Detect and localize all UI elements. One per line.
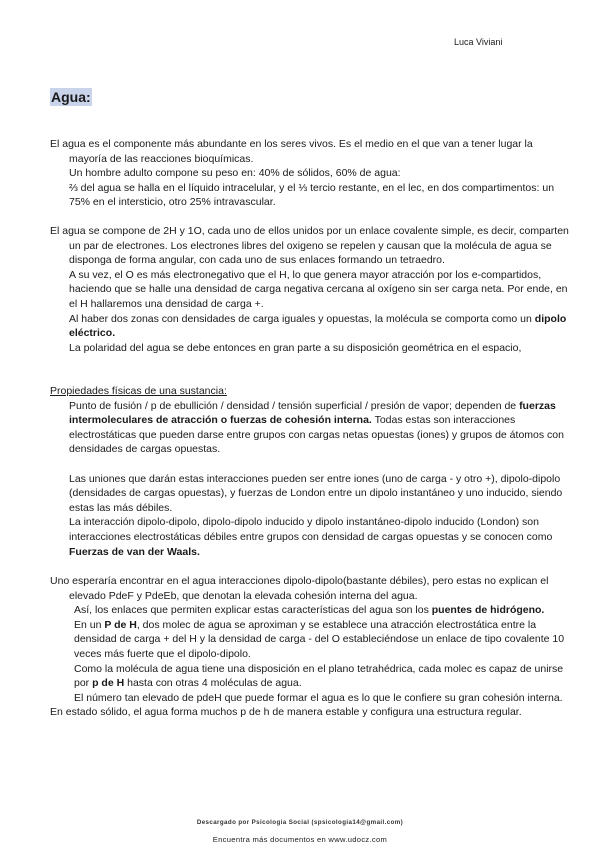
paragraph: A su vez, el O es más electronegativo que el H, lo que genera mayor atracción por los e-compartidos, haciendo que se halle una densidad de carga negativa cercana al oxígeno sin ser carga neta. Por ende, en el H hallaremos una densidad de carga +. xyxy=(69,268,568,310)
paragraph: En estado sólido, el agua forma muchos p de h de manera estable y configura una estructura regular. xyxy=(50,706,522,719)
bold-term: P de H xyxy=(104,618,137,631)
paragraph xyxy=(50,399,570,457)
paragraph xyxy=(50,515,570,559)
section-structure xyxy=(50,224,570,355)
text: En un xyxy=(74,618,105,631)
paragraph xyxy=(50,618,570,662)
heading-text: Propiedades físicas de una sustancia: xyxy=(50,385,227,397)
paragraph: El agua se compone de 2H y 1O, cada uno de ellos unidos por un enlace covalente simple, es decir, comparten un par de electrones. Los electrones libres del oxigeno se repelen y causan que la molécula de agua se disponga de forma angular, con cada uno de sus enlaces formando un tetraedro. xyxy=(50,225,569,267)
text: Al haber dos zonas con densidades de carga iguales y opuestas, la molécula se comporta como un xyxy=(69,312,535,325)
text: , dos molec de agua se aproximan y se establece una atracción electrostática entre la densidad de carga + del H y la densidad de carga - del O estableciéndose un enlace de tipo covalente 10 veces más fuerte que el dipolo-dipolo. xyxy=(74,618,565,660)
author-name: Luca Viviani xyxy=(454,37,503,47)
paragraph: Las uniones que darán estas interacciones pueden ser entre iones (uno de carga - y otro +), dipolo-dipolo (densidades de cargas opuestas), y fuerzas de London entre un dipolo instantáneo y uno inducido, siendo estas las más débiles. xyxy=(69,472,563,514)
bold-term: p de H xyxy=(92,677,125,690)
section-properties xyxy=(50,384,570,559)
paragraph xyxy=(50,603,570,618)
text: Como la molécula de agua tiene una disposición en el plano tetrahédrica, cada molec es capaz de unirse por xyxy=(74,662,564,690)
paragraph xyxy=(50,312,570,341)
section-intro xyxy=(50,137,570,210)
paragraph: El número tan elevado de pdeH que puede formar el agua es lo que le confiere su gran cohesión interna. xyxy=(74,691,563,704)
paragraph: Uno esperaría encontrar en el agua interacciones dipolo-dipolo(bastante débiles), pero estas no explican el elevado PdeF y PdeEb, que denotan la elevada cohesión interna del agua. xyxy=(50,575,549,602)
bold-term: fuerzas intermoleculares de atracción o fuerzas de cohesión interna. xyxy=(69,399,556,427)
site-link[interactable]: Encuentra más documentos en www.udocz.com xyxy=(212,835,388,844)
paragraph: ⅔ del agua se halla en el líquido intracelular, y el ⅓ tercio restante, en el lec, en dos compartimentos: un 75% en el intersticio, otro 25% intravascular. xyxy=(69,181,555,209)
text: Punto de fusión / p de ebullición / densidad / tensión superficial / presión de vapor; dependen de xyxy=(69,399,520,412)
page-title: Agua: xyxy=(51,89,91,105)
bold-term: dipolo eléctrico. xyxy=(69,312,567,340)
paragraph: La polaridad del agua se debe entonces en gran parte a su disposición geométrica en el espacio, xyxy=(69,341,522,354)
paragraph xyxy=(50,662,570,691)
text: Así, los enlaces que permiten explicar estas características del agua son los xyxy=(74,604,432,617)
bold-term: Fuerzas de van der Waals. xyxy=(69,545,200,558)
paragraph: Un hombre adulto compone su peso en: 40% de sólidos, 60% de agua: xyxy=(69,167,401,180)
bold-term: puentes de hidrógeno. xyxy=(431,604,545,617)
section-hydrogen-bonds xyxy=(50,574,570,720)
paragraph: El agua es el componente más abundante en los seres vivos. Es el medio en el que van a tener lugar la mayoría de las reacciones bioquímicas. xyxy=(50,138,533,165)
text: La interacción dipolo-dipolo, dipolo-dipolo inducido y dipolo instantáneo-dipolo inducido (London) son interacciones electrostáticas débiles entre grupos con densidad de cargas opuestas y se conocen como xyxy=(69,516,553,543)
text: hasta con otras 4 moléculas de agua. xyxy=(124,677,302,690)
text: Todas estas son interacciones electrostáticas que pueden darse entre grupos con cargas netas opuestas (iones) y grupos de átomos con densidades de cargas opuestas. xyxy=(69,414,564,456)
section-heading xyxy=(50,384,570,399)
download-notice: Descargado por Psicologia Social (spsicologia14@gmail.com) xyxy=(196,819,404,826)
